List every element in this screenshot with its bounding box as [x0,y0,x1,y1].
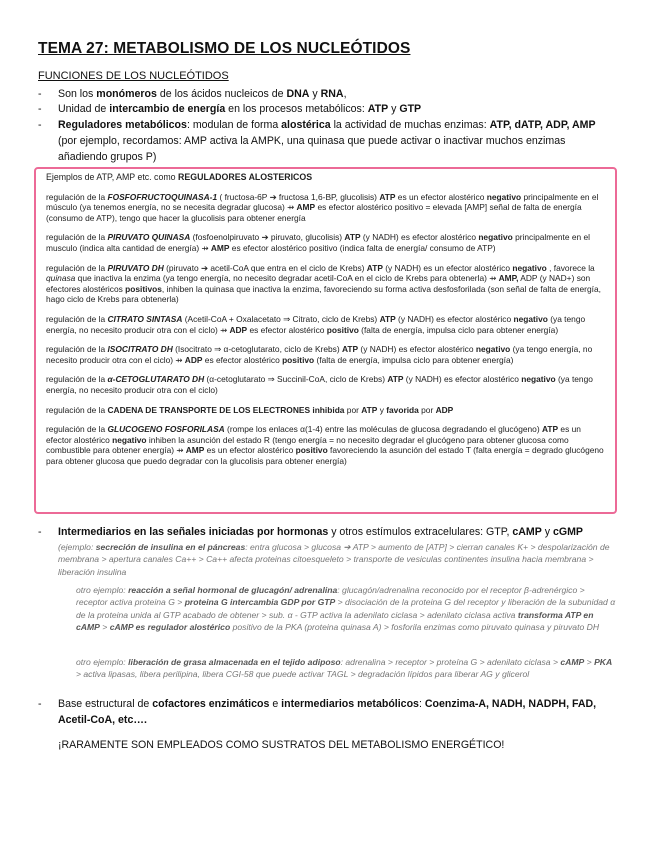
text: y [541,526,553,538]
text: Ejemplos de ATP, AMP etc. como [46,172,179,182]
text: y [377,404,387,415]
text: : modulan de forma [186,119,282,131]
text: es efector alostérico [247,324,327,335]
text-bold: negativo [521,374,556,385]
text-bold: cofactores enzimáticos [152,698,270,710]
text-bold: negativo [512,262,547,273]
text: > [584,657,595,667]
box-heading [46,172,607,183]
text-bold: ADP [184,354,203,365]
text-bold: Reguladores metabólicos [58,119,187,131]
text: otro ejemplo: [76,657,129,667]
text: > [99,622,110,633]
text: es efector alostérico positivo = elevada [AMP] señal de falta de energía (consumo de ATP), tengo que hacer la glucolisis para obtener energía [46,202,582,223]
pfk-paragraph [46,192,607,224]
text-bold: REGULADORES ALOSTERICOS [178,172,313,182]
text-bold: cAMP [560,657,585,667]
gp-paragraph [46,424,607,466]
text: en los procesos metabólicos: [225,103,368,115]
text-bold: PKA [594,657,613,667]
text: (ya tengo energía, no necesito producir otra con el ciclo) ⇸ [46,344,593,365]
text-bold: ATP, dATP, ADP, AMP [489,119,596,131]
bullet-hormone-signals [38,524,613,540]
text: de los ácidos nucleicos de [156,88,287,100]
example-adipose [76,656,616,681]
bullet-dash: - [38,526,42,538]
rare-substrate-note: ¡RARAMENTE SON EMPLEADOS COMO SUSTRATOS DEL METABOLISMO ENERGÉTICO! [58,739,505,751]
text: (y NADH) es un efector alostérico [382,262,513,273]
enzyme-name: ISOCITRATO DH [107,344,173,355]
text: es un efector alostérico [204,445,296,456]
text-bold: ATP [367,103,389,115]
text: ADP (y NAD+) son efectores alostéricos [46,273,591,294]
text: ( fructosa-6P ➔ fructosa 1,6-BP, glucolisis) [217,191,380,202]
bullet-dash: - [38,103,42,115]
text: principalmente en el músculo (ya tenemos energía, no se necesita degradar glucosa) ⇸ [46,191,599,213]
enzyme-name: PIRUVATO QUINASA [107,232,191,243]
text-bold: cGMP [552,526,583,538]
text: > disociación de la proteina G del receptor y liberación de la subunidad α de la proteina unida al GTP acabado de obtener > sub. α - GTP activa la adenilato ciclasa > adenilato ciclasa activa [76,597,616,620]
text-bold: negativo [112,434,147,445]
text: (ya tengo energía, no necesito producir otra con el ciclo) ⇸ [46,313,586,335]
text-bold: negativo [486,191,522,202]
allosteric-examples-box [34,167,617,514]
text: regulación de la [46,232,108,243]
example-glucagon [76,584,616,634]
bullet-dash: - [38,88,42,100]
text-bold: RNA [320,88,344,100]
text-bold: ATP [341,344,359,355]
text: (falta de energía, impulsa ciclo para obtener energía) [358,324,559,335]
text-bold: monómeros [96,88,157,100]
text: (y NADH) es efector alostérico [403,374,522,385]
text-bold: ADP [229,324,248,335]
text: es un efector alostérico [46,424,581,445]
text: (y NADH) es efector alostérico [360,232,479,243]
text-bold: cAMP es regulador alostérico [109,622,231,633]
text: (Acetil-CoA + Oxalacetato ⇒ Citrato, ciclo de Krebs) [182,313,380,324]
text: la actividad de muchas enzimas: [330,119,490,131]
enzyme-name: FOSFOFRUCTOQUINASA-1 [107,191,218,202]
text-bold: positivo [282,354,315,365]
text: es efector alostérico positivo (indica falta de energía/ consumo de ATP) [229,242,496,253]
text-bold: negativo [475,344,511,355]
pdh-paragraph [46,263,607,305]
text: (ejemplo: [58,542,96,552]
text-bold: transforma ATP en cAMP [76,609,594,633]
text: (por ejemplo, recordamos: AMP activa la AMPK, una quinasa que puede activar o inactivar muchos enzimas añadiendo grupos P) [58,135,566,163]
text: : entra glucosa > glucosa ➔ ATP > aumento de [ATP] > cierran canales K+ > despolarización de membrana > apertura canales Ca++ > Ca++ afecta proteinas citoesqueleto > transporte de vesiculas continentes insulina hacia membrana > liberación insulina [58,542,610,577]
text-bold: ATP [387,374,404,385]
text: , [343,88,347,100]
text: e [269,698,282,710]
text-bold: positivo [295,445,328,456]
cte-paragraph [46,405,607,416]
text: favoreciendo la asunción del estado T (falta energía = degrado glucógeno para obtener glucosa que puedo degradar con la glucolisis para obtener energía) [46,445,604,466]
text-bold: intermediarios metabólicos [281,698,419,710]
text: otro ejemplo: [76,585,129,595]
text: por [344,404,362,415]
text-bold: AMP [185,445,205,456]
text-bold: ATP [541,424,559,435]
enzyme-name: GLUCOGENO FOSFORILASA [107,424,225,435]
text: Unidad de [58,103,110,115]
text: Base estructural de [58,698,153,710]
text: , inhiben la quinasa que inactiva la enzima, favoreciendo su forma activa desfosforilada (son señal de falta de energía, hago ciclo de Krebs para obtenerla) [46,283,601,305]
text: (y NADH) es efector alostérico [395,313,514,324]
idh-paragraph [46,344,607,365]
text-bold: liberación de grasa almacenada en el tejido adiposo [128,657,341,667]
text: (rompe los enlaces α(1-4) entre las moléculas de glucosa degradando el glucógeno) [224,424,542,435]
text: y [388,103,400,115]
text-bold: negativo [478,232,513,243]
bullet-energy [38,101,613,117]
text-bold: Coenzima-A, NADH, NADPH, FAD, Acetil-CoA, etc…. [58,698,597,726]
text: y [309,88,321,100]
text: (falta de energía, impulsa ciclo para obtener energía) [314,354,514,365]
text-bold: AMP, [498,273,519,284]
text-bold: ATP [344,232,361,243]
text: es efector alostérico [202,354,283,365]
text: por [418,404,436,415]
text: (Isocitrato ⇒ α-cetoglutarato, ciclo de Krebs) [172,344,342,355]
section-heading: FUNCIONES DE LOS NUCLEÓTIDOS [38,70,229,82]
example-insulin [58,541,618,578]
text-bold: DNA [286,88,310,100]
text: Son los [58,88,97,100]
text-bold: secreción de insulina en el páncreas [95,542,246,552]
text: positivo de la PKA (proteina quinasa A) > fosforila enzimas como piruvato quinasa y piruvato DH [230,622,600,633]
text-bold: AMP [296,202,316,213]
text: : glucagón/adrenalina reconocido por el receptor β-adrenérgico > receptor activa proteina G > [76,585,585,608]
text: principalmente en el musculo (indica alta cantidad de energía) ⇸ [46,232,591,253]
text-bold: AMP [210,242,230,253]
text-bold: proteina G intercambia GDP por GTP [184,597,336,608]
text: : adrenalina > receptor > proteína G > adenilato ciclasa > [340,657,561,667]
text-bold: ATP [361,404,378,415]
text: que inactiva la enzima (ya tengo energía, no necesito degradar acetil-CoA en el ciclo de Krebs para obtenerla) ⇸ [75,273,499,284]
text: (y NADH) es efector alostérico [358,344,476,355]
text: (fosfoenolpiruvato ➔ piruvato, glucolisis) [190,232,345,243]
enzyme-name: CITRATO SINTASA [107,313,183,324]
text: inhiben la asunción del estado R (tengo energía = no necesito degradar el glucógeno para obtener glucosa como combustible para obtener energía) ⇸ [46,434,569,456]
text: regulación de la [46,191,108,202]
text-bold: reacción a señal hormonal de glucagón/ adrenalina [128,585,338,595]
text: > activa lipasas, libera perilipina, libera CGI-58 que puede activar TAGL > degradación lípidos para liberar AG y glicerol [76,669,530,680]
text: regulación de la [46,313,108,324]
text: y otros estímulos extracelulares: GTP, [328,526,513,538]
text: (ya tengo energía, no necesito producir otra con el ciclo) [46,374,593,395]
text-bold: ATP [379,191,396,202]
bullet-dash: - [38,119,42,131]
bullet-monomers [38,86,613,102]
page-title: TEMA 27: METABOLISMO DE LOS NUCLEÓTIDOS [38,40,411,57]
text-bold: negativo [513,313,548,324]
text-bold: alostérica [281,119,331,131]
text: : [418,698,425,710]
text: regulación de la [46,374,108,385]
text: , favorece la [546,262,595,273]
text-bold: positivos [125,283,162,294]
text-bold: cAMP [512,526,542,538]
pk-paragraph [46,232,607,253]
text: (α-cetoglutarato ⇒ Succinil-CoA, ciclo de Krebs) [204,374,388,385]
text: regulación de la [46,404,108,415]
text-bold: positivo [326,324,359,335]
text: (piruvato ➔ acetil-CoA que entra en el ciclo de Krebs) [163,262,367,273]
text-bold: GTP [399,103,422,115]
cs-paragraph [46,314,607,335]
bullet-dash: - [38,698,42,710]
text-bold: Intermediarios en las señales iniciadas por hormonas [58,526,329,538]
text-bold: intercambio de energía [109,103,226,115]
bullet-cofactors [38,696,613,728]
text-bold: ADP [435,404,454,415]
akg-paragraph [46,374,607,395]
text: regulación de la [46,424,108,435]
enzyme-name: α-CETOGLUTARATO DH [107,374,205,385]
enzyme-name: PIRUVATO DH [107,262,164,273]
text-bold: CADENA DE TRANSPORTE DE LOS ELECTRONES inhibida [107,404,345,415]
text-bold: ATP [379,313,396,324]
text: regulación de la [46,262,108,273]
text: regulación de la [46,344,108,355]
text-bold: ATP [366,262,383,273]
text: es un efector alostérico [395,191,487,202]
text-italic: quinasa [46,273,76,284]
text-bold: favorida [386,404,419,415]
bullet-regulators [38,117,613,165]
